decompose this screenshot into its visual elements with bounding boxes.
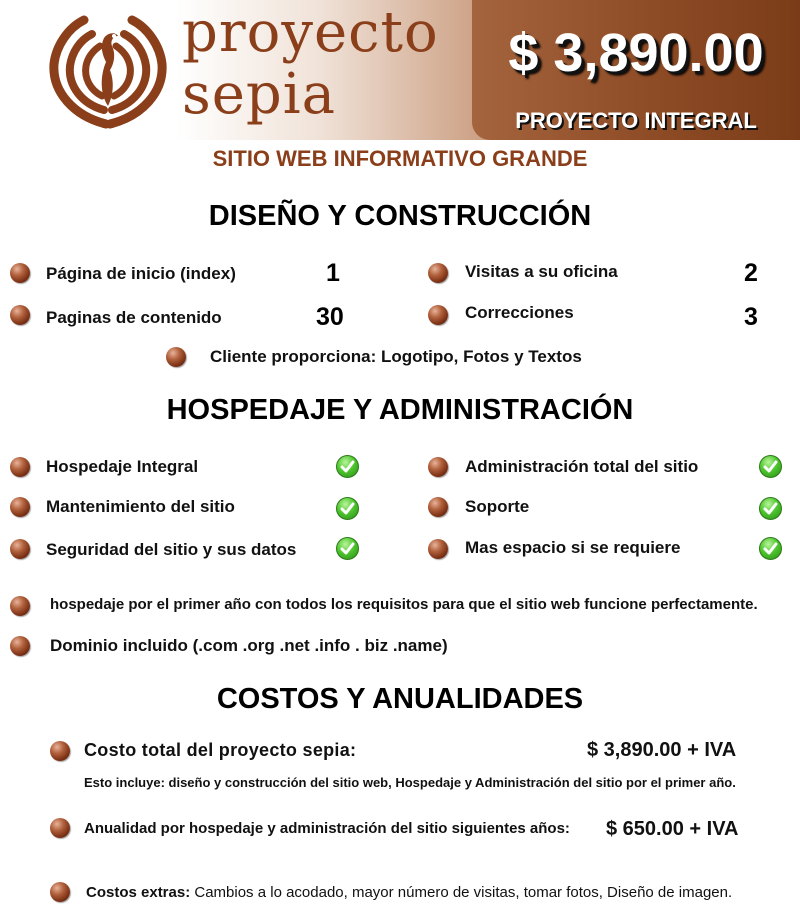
total-cost-value: $ 3,890.00 + IVA xyxy=(587,739,737,761)
annual-cost-label: Anualidad por hospedaje y administración del sitio siguientes años: xyxy=(84,820,570,837)
hosting-item-label: Mantenimiento del sitio xyxy=(46,497,235,516)
extras-label: Costos extras: xyxy=(86,884,191,901)
hosting-item-label: Hospedaje Integral xyxy=(46,457,199,476)
sepia-bullet-icon xyxy=(428,497,448,517)
section-title-costs: COSTOS Y ANUALIDADES xyxy=(216,683,584,715)
checkmark-icon xyxy=(336,455,359,478)
brand-name-line1: proyecto xyxy=(182,0,439,65)
hosting-item-label: Mas espacio si se requiere xyxy=(465,538,681,557)
client-note: Cliente proporciona: Logotipo, Fotos y Textos xyxy=(210,347,582,366)
sepia-bullet-icon xyxy=(428,305,448,325)
hosting-item-label: Administración total del sitio xyxy=(465,457,699,476)
sepia-bullet-icon xyxy=(10,263,30,283)
design-item-value: 30 xyxy=(316,303,344,331)
sepia-bullet-icon xyxy=(50,818,70,838)
total-cost-label: Costo total del proyecto sepia: xyxy=(84,740,357,760)
sepia-bullet-icon xyxy=(10,596,30,616)
section-title-hosting: HOSPEDAJE Y ADMINISTRACIÓN xyxy=(166,394,634,426)
extras-text: Cambios a lo acodado, mayor número de visitas, tomar fotos, Diseño de imagen. xyxy=(190,884,733,901)
phoenix-logo-icon xyxy=(44,6,172,134)
checkmark-icon xyxy=(759,537,782,560)
extras-note xyxy=(86,884,732,901)
sepia-bullet-icon xyxy=(10,305,30,325)
design-item-label: Paginas de contenido xyxy=(46,308,222,327)
design-item-value: 3 xyxy=(744,303,758,331)
page-subtitle: SITIO WEB INFORMATIVO GRANDE xyxy=(212,146,588,171)
sepia-bullet-icon xyxy=(50,741,70,761)
design-item-label: Visitas a su oficina xyxy=(465,262,618,281)
package-name: PROYECTO INTEGRAL xyxy=(515,108,757,133)
sepia-bullet-icon xyxy=(10,457,30,477)
sepia-bullet-icon xyxy=(50,882,70,902)
sepia-bullet-icon xyxy=(428,457,448,477)
design-item-label: Página de inicio (index) xyxy=(46,264,236,283)
sepia-bullet-icon xyxy=(10,539,30,559)
checkmark-icon xyxy=(759,497,782,520)
hosting-item-label: Seguridad del sitio y sus datos xyxy=(46,540,297,559)
sepia-bullet-icon xyxy=(166,347,186,367)
checkmark-icon xyxy=(759,455,782,478)
sepia-bullet-icon xyxy=(428,539,448,559)
section-title-design: DISEÑO Y CONSTRUCCIÓN xyxy=(208,200,592,232)
hosting-note: hospedaje por el primer año con todos los requisitos para que el sitio web funcione perfectamente. xyxy=(50,596,758,613)
checkmark-icon xyxy=(336,497,359,520)
hosting-item-label: Soporte xyxy=(465,497,530,516)
sepia-bullet-icon xyxy=(10,636,30,656)
checkmark-icon xyxy=(336,537,359,560)
design-item-value: 1 xyxy=(326,259,340,287)
sepia-bullet-icon xyxy=(10,497,30,517)
brand-name-line2: sepia xyxy=(182,62,337,127)
header-price: $ 3,890.00 xyxy=(508,23,764,83)
design-item-value: 2 xyxy=(744,259,758,287)
annual-cost-value: $ 650.00 + IVA xyxy=(606,818,739,840)
domain-note: Dominio incluido (.com .org .net .info . biz .name) xyxy=(50,636,448,655)
design-item-label: Correcciones xyxy=(465,303,574,322)
total-cost-note: Esto incluye: diseño y construcción del sitio web, Hospedaje y Administración del sitio por el primer año. xyxy=(84,775,736,790)
sepia-bullet-icon xyxy=(428,263,448,283)
